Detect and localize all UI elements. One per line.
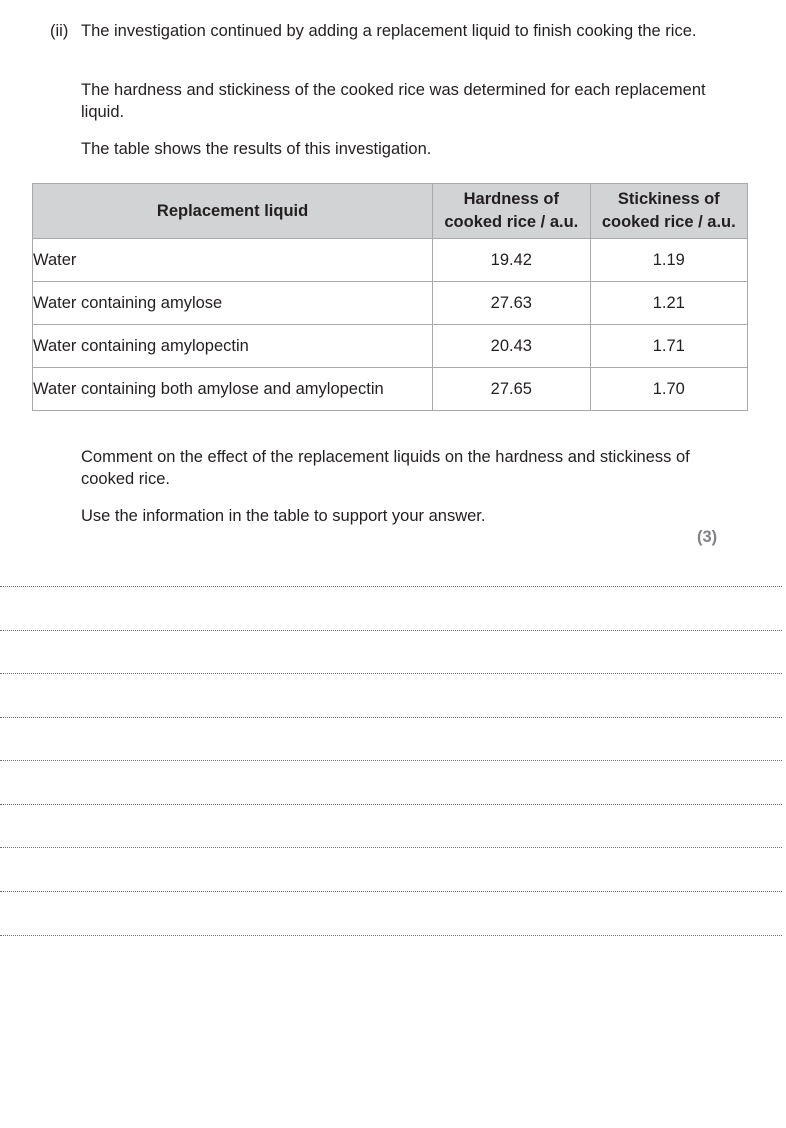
answer-line[interactable] — [0, 760, 782, 761]
table-row — [33, 325, 748, 368]
intro-paragraph-2: The hardness and stickiness of the cooked rice was determined for each replacement liquid. — [81, 81, 706, 121]
cell-liquid: Water containing both amylose and amylopectin — [33, 368, 433, 411]
intro-paragraph-3: The table shows the results of this investigation. — [81, 140, 432, 158]
answer-line[interactable] — [0, 673, 782, 674]
answer-line[interactable] — [0, 804, 782, 805]
cell-liquid: Water containing amylose — [33, 282, 433, 325]
header-replacement-liquid: Replacement liquid — [33, 184, 433, 239]
header-stickiness-line-1: Stickiness of — [617, 190, 720, 208]
header-hardness-line-1: Hardness of — [463, 190, 559, 208]
cell-hardness: 27.63 — [433, 282, 590, 325]
cell-stickiness: 1.19 — [590, 239, 747, 282]
table-row — [33, 368, 748, 411]
marks-indicator: (3) — [697, 528, 718, 546]
cell-stickiness: 1.71 — [590, 325, 747, 368]
header-stickiness-line-2: cooked rice / a.u. — [601, 213, 736, 231]
answer-line[interactable] — [0, 586, 782, 587]
cell-stickiness: 1.21 — [590, 282, 747, 325]
cell-hardness: 27.65 — [433, 368, 590, 411]
cell-liquid: Water containing amylopectin — [33, 325, 433, 368]
table-row — [33, 239, 748, 282]
cell-stickiness: 1.70 — [590, 368, 747, 411]
header-stickiness — [590, 184, 747, 239]
intro-paragraph-1: The investigation continued by adding a replacement liquid to finish cooking the rice. — [81, 22, 697, 40]
prompt-paragraph-2: Use the information in the table to support your answer. — [81, 507, 486, 525]
cell-hardness: 20.43 — [433, 325, 590, 368]
answer-line[interactable] — [0, 630, 782, 631]
prompt-paragraph-1: Comment on the effect of the replacement liquids on the hardness and stickiness of cooked rice. — [81, 448, 690, 488]
cell-liquid: Water — [33, 239, 433, 282]
answer-line[interactable] — [0, 717, 782, 718]
question-part-label: (ii) — [50, 22, 69, 40]
results-table — [32, 183, 748, 411]
answer-line[interactable] — [0, 847, 782, 848]
table-row — [33, 282, 748, 325]
header-hardness — [433, 184, 590, 239]
answer-line[interactable] — [0, 891, 782, 892]
answer-line[interactable] — [0, 935, 782, 936]
cell-hardness: 19.42 — [433, 239, 590, 282]
table-header-row — [33, 184, 748, 239]
header-hardness-line-2: cooked rice / a.u. — [444, 213, 579, 231]
